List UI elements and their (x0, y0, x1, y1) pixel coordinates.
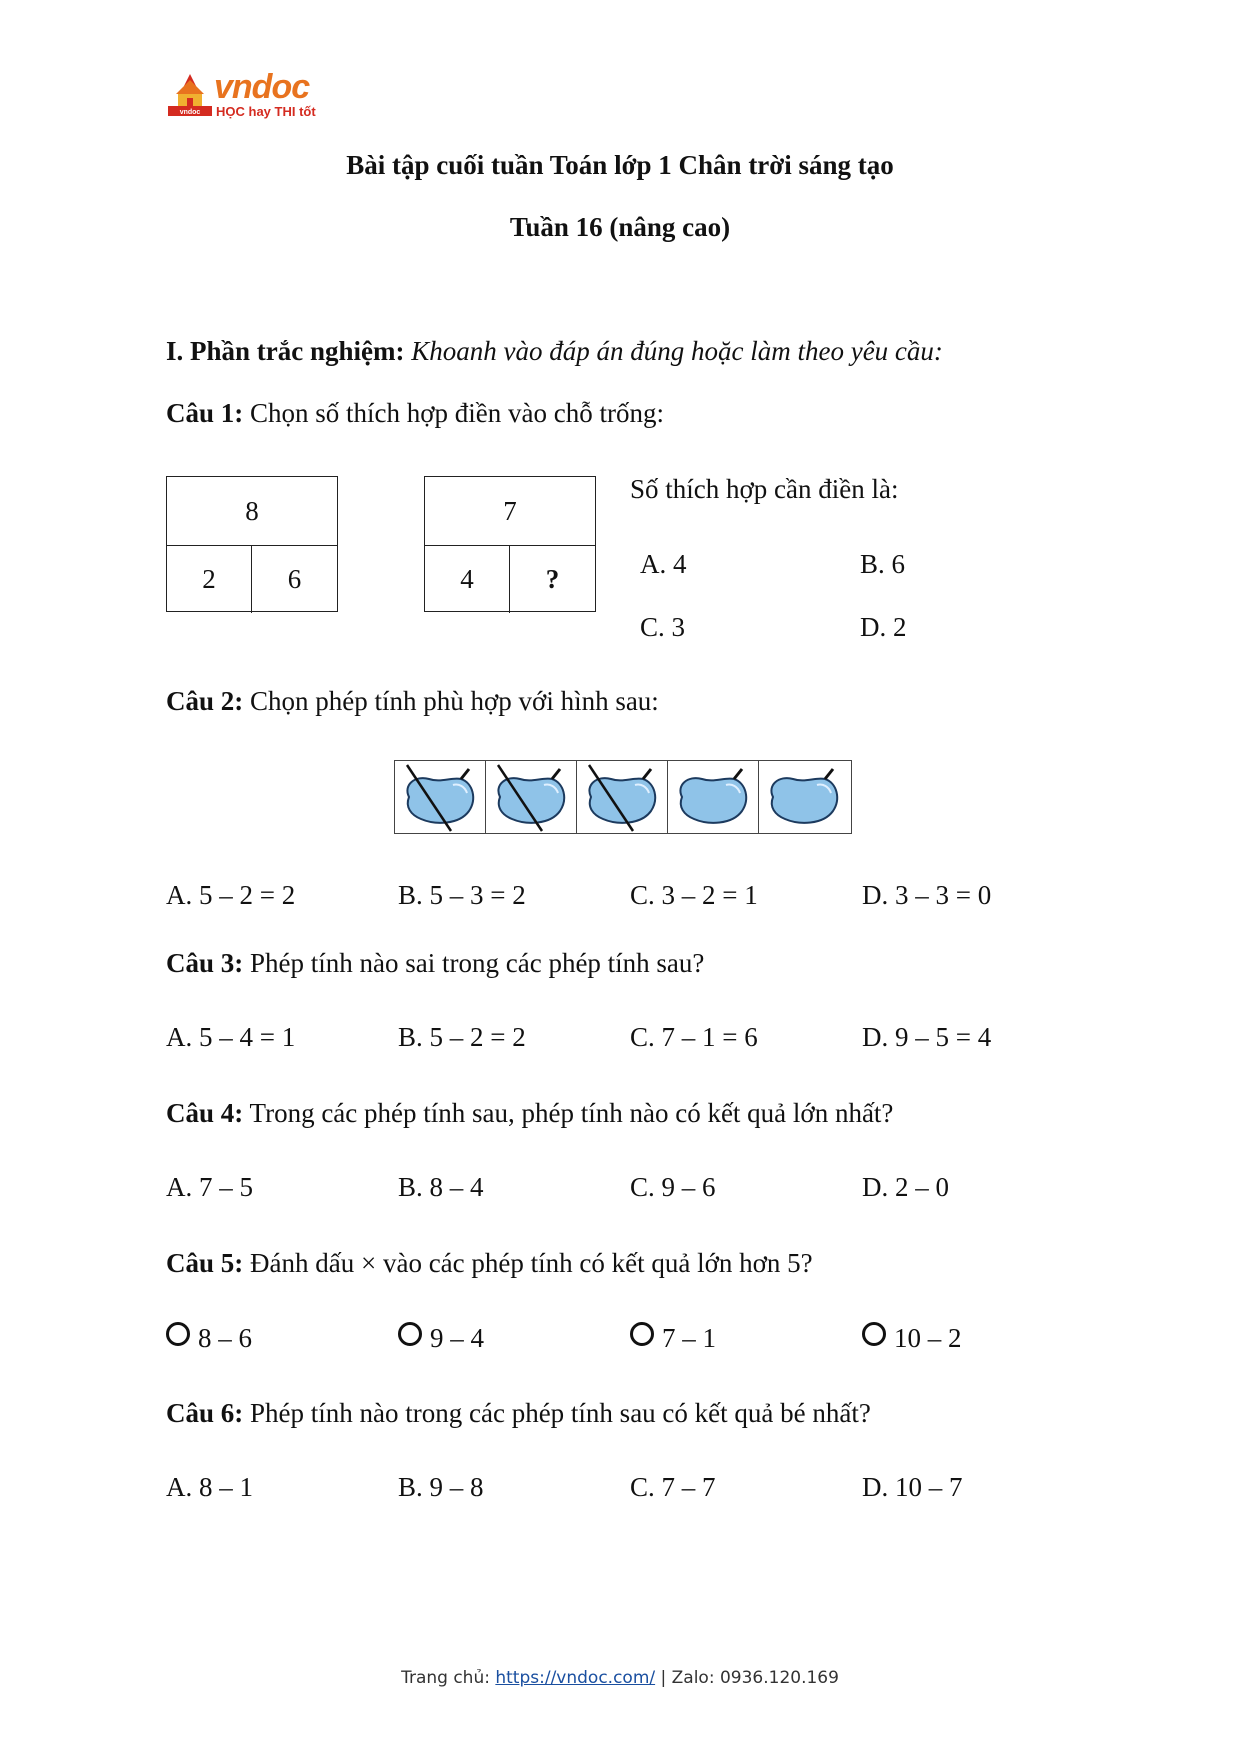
section-instruction: Khoanh vào đáp án đúng hoặc làm theo yêu cầu: (411, 336, 943, 366)
logo-tagline-a: HỌC hay (216, 104, 275, 119)
circle-checkbox-icon[interactable] (398, 1322, 422, 1346)
question-2 (166, 686, 659, 717)
q5-choice-1[interactable] (166, 1322, 252, 1354)
q5-choice-text: 10 – 2 (894, 1323, 962, 1353)
page-footer (0, 1668, 1240, 1688)
mango-cell (668, 761, 759, 833)
section-heading (166, 336, 943, 367)
q4-option-b[interactable]: B. 8 – 4 (398, 1172, 484, 1202)
q3-label: Câu 3: (166, 948, 244, 978)
question-6 (166, 1398, 871, 1429)
footer-suffix: | Zalo: 0936.120.169 (655, 1668, 839, 1688)
q2-option-c[interactable]: C. 3 – 2 = 1 (630, 880, 758, 910)
logo-brand-text: vndoc (214, 68, 310, 106)
question-5 (166, 1248, 813, 1279)
q6-option-b[interactable]: B. 9 – 8 (398, 1472, 484, 1502)
q5-choice-3[interactable] (630, 1322, 716, 1354)
q2-option-d[interactable]: D. 3 – 3 = 0 (862, 880, 992, 910)
question-1 (166, 398, 664, 429)
mango-icon (395, 761, 484, 833)
logo-tagline-b: THI tốt (274, 104, 316, 119)
q1-option-c[interactable]: C. 3 (640, 612, 686, 642)
mango-icon (577, 761, 666, 833)
mango-cell (577, 761, 668, 833)
q4-label: Câu 4: (166, 1098, 244, 1128)
q1-number-box-2 (424, 476, 596, 612)
q1-option-d[interactable]: D. 2 (860, 612, 907, 642)
temple-logo-icon (166, 72, 214, 120)
q1-option-a[interactable]: A. 4 (640, 549, 687, 579)
q5-choice-2[interactable] (398, 1322, 484, 1354)
q5-text: Đánh dấu × vào các phép tính có kết quả lớn hơn 5? (250, 1248, 813, 1278)
footer-prefix: Trang chủ: (401, 1668, 496, 1688)
mango-cell (486, 761, 577, 833)
box1-left: 2 (167, 545, 252, 613)
mango-cell (759, 761, 850, 833)
circle-checkbox-icon[interactable] (630, 1322, 654, 1346)
question-3 (166, 948, 704, 979)
q1-option-b[interactable]: B. 6 (860, 549, 906, 579)
q2-option-a[interactable]: A. 5 – 2 = 2 (166, 880, 296, 910)
q1-prompt: Số thích hợp cần điền là: (630, 474, 899, 504)
logo-badge-text: vndoc (179, 109, 201, 116)
q6-option-a[interactable]: A. 8 – 1 (166, 1472, 253, 1502)
mango-icon (668, 761, 757, 833)
q4-text: Trong các phép tính sau, phép tính nào có kết quả lớn nhất? (249, 1098, 894, 1128)
q3-option-a[interactable]: A. 5 – 4 = 1 (166, 1022, 296, 1052)
q2-label: Câu 2: (166, 686, 244, 716)
q3-option-c[interactable]: C. 7 – 1 = 6 (630, 1022, 758, 1052)
q2-text: Chọn phép tính phù hợp với hình sau: (250, 686, 659, 716)
q4-option-c[interactable]: C. 9 – 6 (630, 1172, 716, 1202)
page-title: Bài tập cuối tuần Toán lớp 1 Chân trời sáng tạo (346, 150, 894, 180)
q5-choice-text: 7 – 1 (662, 1323, 716, 1353)
vndoc-logo[interactable] (166, 70, 318, 126)
q1-label: Câu 1: (166, 398, 244, 428)
box2-top: 7 (425, 477, 595, 546)
page-subtitle: Tuần 16 (nâng cao) (509, 212, 731, 242)
mango-cell (395, 761, 486, 833)
q3-option-d[interactable]: D. 9 – 5 = 4 (862, 1022, 992, 1052)
mango-icon (759, 761, 848, 833)
box2-left: 4 (425, 545, 510, 613)
mango-icon (486, 761, 575, 833)
q6-option-d[interactable]: D. 10 – 7 (862, 1472, 963, 1502)
q5-label: Câu 5: (166, 1248, 244, 1278)
q2-option-b[interactable]: B. 5 – 3 = 2 (398, 880, 526, 910)
q6-option-c[interactable]: C. 7 – 7 (630, 1472, 716, 1502)
circle-checkbox-icon[interactable] (166, 1322, 190, 1346)
q5-choice-text: 8 – 6 (198, 1323, 252, 1353)
q1-text: Chọn số thích hợp điền vào chỗ trống: (250, 398, 664, 428)
circle-checkbox-icon[interactable] (862, 1322, 886, 1346)
logo-tagline (216, 104, 316, 119)
homepage-link[interactable]: https://vndoc.com/ (495, 1668, 656, 1688)
q3-option-b[interactable]: B. 5 – 2 = 2 (398, 1022, 526, 1052)
q1-number-box-1 (166, 476, 338, 612)
q3-text: Phép tính nào sai trong các phép tính sau? (250, 948, 705, 978)
mango-picture (394, 760, 852, 834)
q5-choice-4[interactable] (862, 1322, 962, 1354)
q4-option-d[interactable]: D. 2 – 0 (862, 1172, 949, 1202)
box1-right: 6 (287, 563, 302, 594)
q6-text: Phép tính nào trong các phép tính sau có kết quả bé nhất? (250, 1398, 871, 1428)
q5-choice-text: 9 – 4 (430, 1323, 484, 1353)
box2-right: ? (545, 563, 560, 594)
q6-label: Câu 6: (166, 1398, 244, 1428)
question-4 (166, 1098, 893, 1129)
box1-top: 8 (167, 477, 337, 546)
q4-option-a[interactable]: A. 7 – 5 (166, 1172, 253, 1202)
section-label: I. Phần trắc nghiệm: (166, 336, 405, 366)
